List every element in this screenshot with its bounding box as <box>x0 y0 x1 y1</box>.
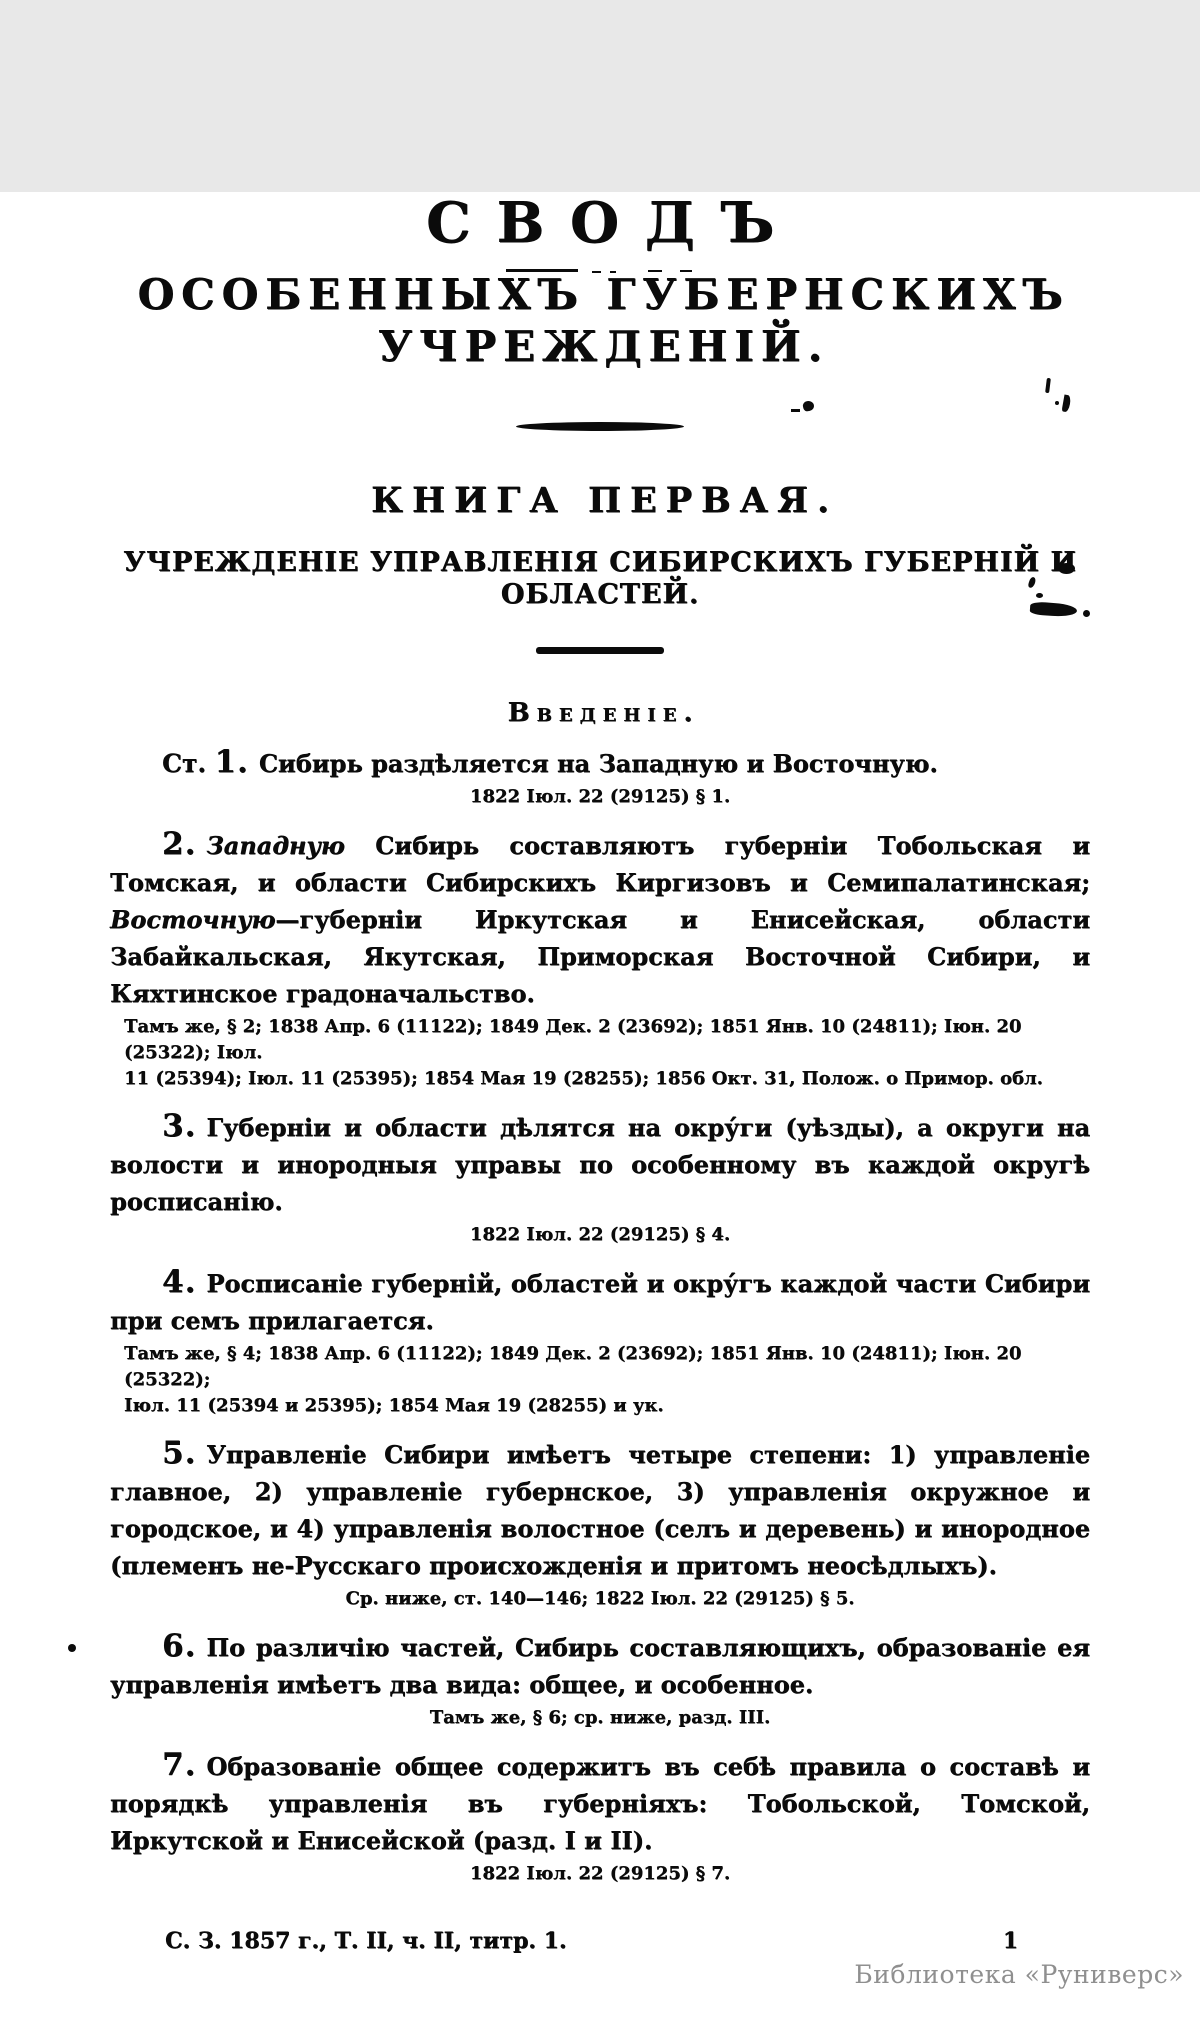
article-body: Управленіе Сибири имѣетъ четыре степени: 1) управленіе главное, 2) управленіе губернское, 3) управленія окружное и городское, и 4) управленія волостное (селъ и деревень) и инородное (племенъ не-Русскаго происхожденія и притомъ неосѣдлыхъ). <box>110 1440 1090 1580</box>
article-5 <box>110 1435 1090 1612</box>
article-body: Образованіе общее содержитъ въ себѣ правила о составѣ и порядкѣ управленія въ губерніяхъ: Тобольской, Томской, Иркутской и Енисейской (разд. I и II). <box>110 1752 1090 1855</box>
article-6 <box>110 1628 1090 1731</box>
book-heading: КНИГА ПЕРВАЯ. <box>370 480 839 521</box>
article-body: Сибирь составляютъ губерніи Тобольская и Томская, и области Сибирскихъ Киргизовъ и Семипалатинская; <box>110 831 1090 897</box>
article-3-citation: 1822 Іюл. 22 (29125) § 4. <box>469 1224 731 1245</box>
citation-line: Тамъ же, § 4; 1838 Апр. 6 (11122); 1849 Дек. 2 (23692); 1851 Янв. 10 (24811); Іюн. 20 (25322); <box>124 1343 1022 1390</box>
article-1-text <box>110 744 1090 782</box>
page-footer <box>0 1928 1200 1954</box>
page-number: 1 <box>1002 1928 1018 1954</box>
article-body: Губерніи и области дѣлятся на окру́ги (уѣзды), а округи на волости и инородныя управы по особенному въ каждой округѣ росписанію. <box>110 1113 1090 1216</box>
article-number: 4. <box>162 1264 197 1300</box>
article-body: Сибирь раздѣляется на Западную и Восточную. <box>258 749 938 778</box>
article-2-citation <box>124 1014 1050 1092</box>
article-body: Росписаніе губерній, областей и окру́гъ каждой части Сибири при семъ прилагается. <box>110 1269 1090 1335</box>
article-7-text <box>110 1747 1090 1859</box>
scanned-book-page <box>0 192 1200 2036</box>
article-body-italic: Западную <box>206 831 345 860</box>
page-title-line3: УЧРЕЖДЕНІЙ. <box>377 322 830 371</box>
article-number: 7. <box>162 1747 197 1783</box>
article-7 <box>110 1747 1090 1887</box>
article-1 <box>110 744 1090 810</box>
article-6-text <box>110 1628 1090 1703</box>
article-4-text <box>110 1264 1090 1339</box>
section-divider <box>536 647 664 654</box>
library-watermark: Библиотека «Руниверс» <box>854 1960 1184 1989</box>
article-body: —губерніи Иркутская и Енисейская, области Забайкальская, Якутская, Приморская Восточной Сибири, и Кяхтинское градоначальство. <box>110 905 1090 1008</box>
page-title-line1: СВОДЪ <box>425 190 801 256</box>
article-6-citation: Тамъ же, § 6; ср. ниже, разд. III. <box>429 1707 771 1728</box>
page-content <box>110 192 1090 1887</box>
article-body-italic: Восточную <box>110 905 276 934</box>
book-subtitle: УЧРЕЖДЕНІЕ УПРАВЛЕНІЯ СИБИРСКИХЪ ГУБЕРНІЙ И ОБЛАСТЕЙ. <box>123 547 1077 610</box>
article-3-text <box>110 1108 1090 1220</box>
article-number: 2. <box>162 826 197 862</box>
page-title-line2: ОСОБЕННЫХЪ ГУБЕРНСКИХЪ <box>137 270 1070 319</box>
article-5-citation: Ср. ниже, ст. 140—146; 1822 Іюл. 22 (29125) § 5. <box>345 1588 855 1609</box>
article-2 <box>110 826 1090 1092</box>
article-body: По различію частей, Сибирь составляющихъ, образованіе ея управленія имѣетъ два вида: общее, и особенное. <box>110 1633 1090 1699</box>
section-heading: Введеніе. <box>507 698 700 728</box>
article-number: 5. <box>162 1435 197 1471</box>
article-number: 3. <box>162 1108 197 1144</box>
article-label: Ст. <box>162 749 207 778</box>
article-4-citation <box>124 1341 1050 1419</box>
article-2-text <box>110 826 1090 1012</box>
scan-artifact-margin-dot <box>68 1644 76 1652</box>
article-number: 6. <box>162 1628 197 1664</box>
article-5-text <box>110 1435 1090 1584</box>
ornamental-divider <box>516 422 684 431</box>
citation-line: 11 (25394); Іюл. 11 (25395); 1854 Мая 19 (28255); 1856 Окт. 31, Полож. о Примор. обл. <box>124 1068 1043 1089</box>
article-1-citation: 1822 Іюл. 22 (29125) § 1. <box>469 786 731 807</box>
edition-signature: С. З. 1857 г., Т. II, ч. II, титр. 1. <box>165 1928 567 1954</box>
citation-line: Іюл. 11 (25394 и 25395); 1854 Мая 19 (28255) и ук. <box>124 1395 664 1416</box>
article-7-citation: 1822 Іюл. 22 (29125) § 7. <box>469 1863 731 1884</box>
article-3 <box>110 1108 1090 1248</box>
citation-line: Тамъ же, § 2; 1838 Апр. 6 (11122); 1849 Дек. 2 (23692); 1851 Янв. 10 (24811); Іюн. 20 (25322); Іюл. <box>124 1016 1022 1063</box>
article-4 <box>110 1264 1090 1419</box>
article-number: 1. <box>214 744 249 780</box>
